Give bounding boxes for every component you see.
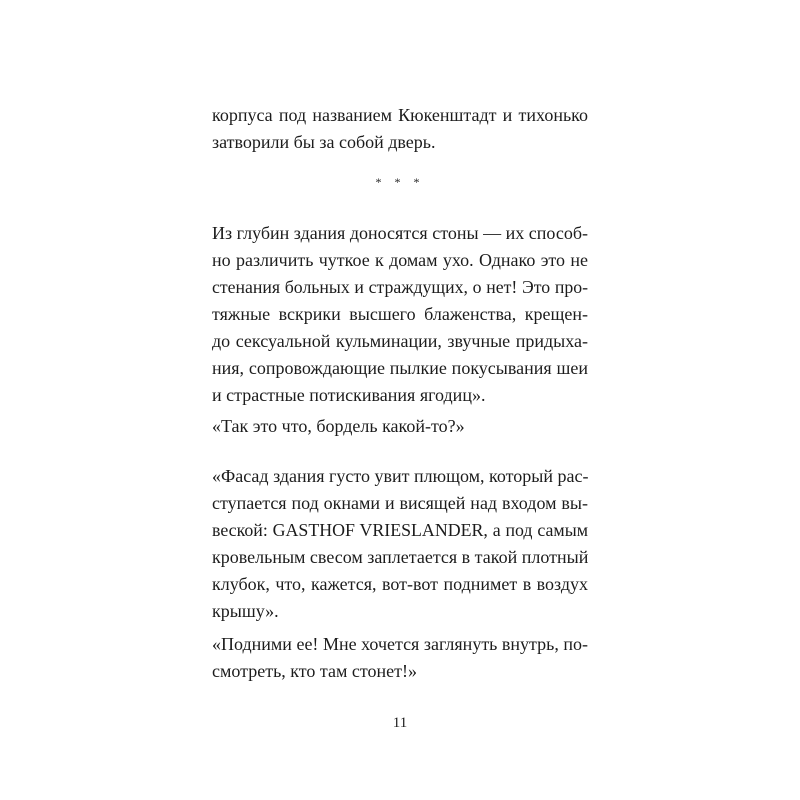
- paragraph-line: затворили бы за собой дверь.: [212, 132, 436, 152]
- paragraph-line: стенания больных и страждущих, о нет! Это про-: [212, 277, 588, 297]
- section-separator: * * *: [375, 175, 425, 189]
- paragraph-line: «Фасад здания густо увит плющом, который рас-: [212, 466, 589, 486]
- paragraph-5: [212, 631, 588, 685]
- paragraph-line: но различить чуткое к домам ухо. Однако это не: [212, 250, 588, 270]
- paragraph-line: кровельным свесом заплетается в такой плотный: [212, 547, 589, 567]
- paragraph-line: «Подними ее! Мне хочется заглянуть внутрь, по-: [212, 634, 588, 654]
- paragraph-line: крышу».: [212, 601, 279, 621]
- paragraph-2: [212, 220, 588, 409]
- paragraph-4: [212, 463, 588, 625]
- paragraph-line: до сексуальной кульминации, звучные придыха-: [212, 331, 588, 351]
- paragraph-line: «Так это что, бордель какой-то?»: [212, 416, 465, 436]
- paragraph-3: [212, 413, 588, 440]
- paragraph-line: клубок, что, кажется, вот-вот поднимет в воздух: [212, 574, 588, 594]
- paragraph-line: смотреть, кто там стонет!»: [212, 661, 417, 681]
- paragraph-line: Из глубин здания доносятся стоны — их способ-: [212, 223, 588, 243]
- paragraph-line: ния, сопровождающие пылкие покусывания шеи: [212, 358, 588, 378]
- paragraph-line: тяжные вскрики высшего блаженства, крещен-: [212, 304, 588, 324]
- paragraph-line: веской: GASTHOF VRIESLANDER, а под самым: [212, 520, 588, 540]
- page-number: 11: [392, 715, 408, 731]
- paragraph-line: корпуса под названием Кюкенштадт и тихонько: [212, 105, 588, 125]
- paragraph-1: [212, 102, 588, 156]
- paragraph-line: и страстные потискивания ягодиц».: [212, 385, 486, 405]
- paragraph-line: ступается под окнами и висящей над входом вы-: [212, 493, 588, 513]
